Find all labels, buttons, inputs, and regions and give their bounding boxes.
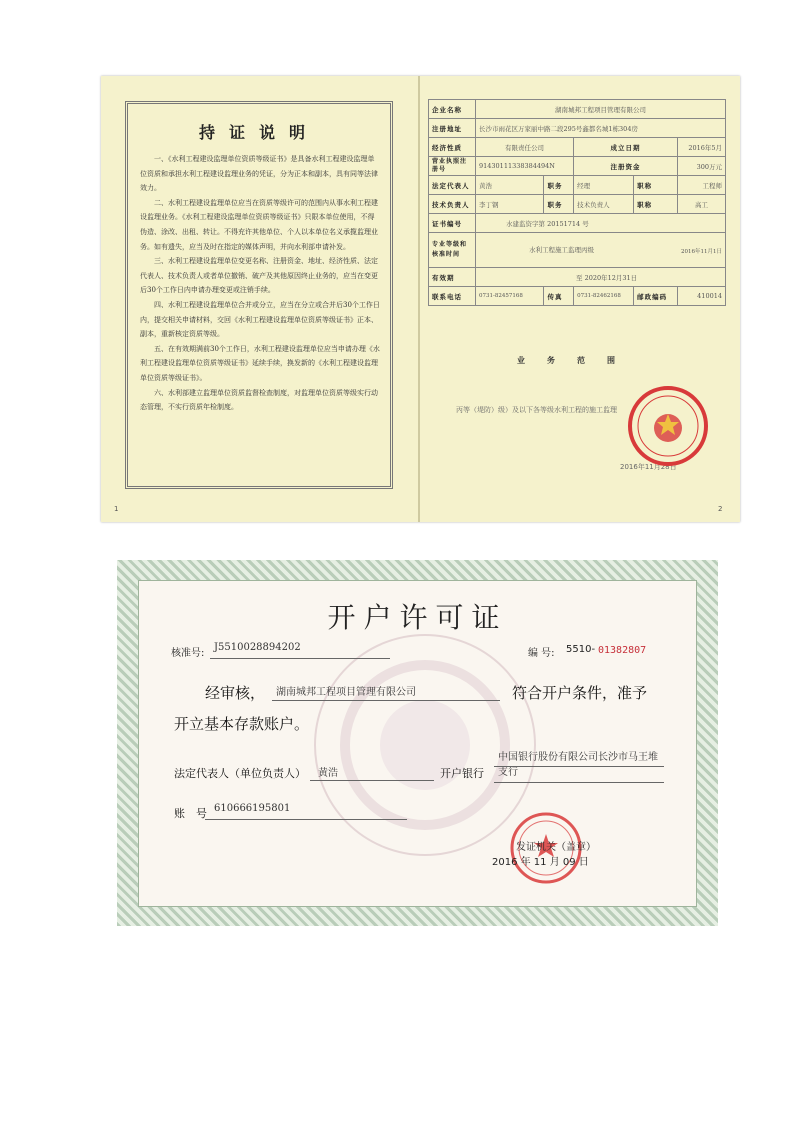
left-paragraph: 五、在有效期满前30个工作日，水利工程建设监理单位应当申请办理《水利工程建设监理单位资质等级证书》延续手续，换发新的《水利工程建设监理单位资质等级证书》。 [140,344,380,382]
post-value: 经理 [574,176,634,195]
capital-value: 300万元 [677,157,725,176]
left-page-title: 持证说明 [198,123,319,142]
company-underline [272,699,500,701]
table-row [429,157,726,176]
left-paragraph: 三、水利工程建设监理单位变更名称、注册资金、地址、经济性质、法定代表人、技术负责人或者单位撤销、破产及其他原因终止业务的，应当在变更后30个工作日内申请办理变更或注销手续。 [140,257,378,295]
company-value: 湖南城邦工程项目管理有限公司 [476,100,726,119]
line1-prefix: 经审核， [205,684,266,702]
legal-label: 法定代表人 [429,176,476,195]
table-row [429,176,726,195]
legal-value: 黄浩 [476,176,544,195]
left-paragraph: 一、《水利工程建设监理单位资质等级证书》是具备水利工程建设监理单位资质和承担水利工程建设监理业务的凭证，分为正本和副本，具有同等法律效力。 [140,155,378,193]
certificate-title: 开户许可证 [327,601,508,634]
legal-rep-value: 黄浩 [318,768,338,779]
post-label: 职务 [544,195,574,214]
tech-label: 技术负责人 [429,195,476,214]
founded-label: 成立日期 [574,138,678,157]
table-row [429,195,726,214]
title-label: 职称 [634,195,678,214]
right-page-number: 2 [718,505,723,513]
cert-no-value: 水建监资字第 20151714 号 [476,214,726,233]
tech-value: 李丁钢 [476,195,544,214]
number-prefix: 5510- [566,644,596,655]
econ-label: 经济性质 [429,138,476,157]
phone-label: 联系电话 [429,287,476,306]
bank-value: 中国银行股份有限公司长沙市马王堆支行 [498,752,658,778]
address-value: 长沙市雨花区万家丽中路二段295号鑫都名城1栋304房 [476,119,726,138]
qual-cell [476,233,726,268]
post-label: 职务 [544,176,574,195]
legal-rep-label: 法定代表人（单位负责人） [174,767,306,780]
zip-label: 邮政编码 [634,287,678,306]
bank-underline [494,781,664,783]
valid-value: 至 2020年12月31日 [476,268,726,287]
issue-date: 2016 年 11 月 09 日 [492,857,589,868]
account-label: 账 号 [174,807,207,820]
qualification-table [428,99,726,306]
legal-rep-underline [310,779,434,781]
account-value: 610666195801 [214,803,291,814]
title-label: 职称 [634,176,678,195]
fax-label: 传真 [544,287,574,306]
booklet-fold [418,76,420,522]
bank-label: 开户银行 [440,767,484,780]
table-row [429,214,726,233]
table-row [429,100,726,119]
qual-label: 专业等级和核准时间 [429,233,476,268]
issuer-label: 发证机关（盖章） [516,842,596,853]
valid-label: 有效期 [429,268,476,287]
national-seal-icon [626,384,710,468]
econ-value: 有限责任公司 [476,138,574,157]
approval-underline [210,657,390,659]
qual-date: 2016年11月1日 [681,249,722,255]
number-red: 01382807 [598,645,647,656]
license-label: 营业执照注册号 [429,157,476,176]
qual-value: 水利工程施工监理丙级 [529,246,594,254]
title-value: 高工 [677,195,725,214]
title-value: 工程师 [677,176,725,195]
bank-underline [494,765,664,767]
company-label: 企业名称 [429,100,476,119]
number-label: 编 号: [528,648,555,659]
address-label: 注册地址 [429,119,476,138]
left-page-body [140,152,380,415]
post-value: 技术负责人 [574,195,634,214]
company-name: 湖南城邦工程项目管理有限公司 [276,687,416,698]
approval-value: J5510028894202 [214,642,301,653]
account-underline [205,818,407,820]
zip-value: 410014 [677,287,725,306]
founded-value: 2016年5月 [677,138,725,157]
line2: 开立基本存款账户。 [174,715,310,733]
line1-suffix: 符合开户条件，准予 [512,684,648,702]
fax-value: 0731-82462168 [574,287,634,306]
table-row [429,268,726,287]
business-scope-title: 业务范围 [517,356,637,365]
table-row [429,287,726,306]
business-date: 2016年11月28日 [620,463,677,471]
watermark-emblem-icon [310,630,540,860]
left-paragraph: 四、水利工程建设监理单位合并或分立，应当在分立或合并后30个工作日内，提交相关申请材料，交回《水利工程建设监理单位资质等级证书》正本、副本，重新核定资质等级。 [140,300,380,339]
license-value: 91430111338384494N [476,157,574,176]
phone-value: 0731-82457168 [476,287,544,306]
business-scope-text: 丙等（堤防）级）及以下各等级水利工程的施工监理 [456,406,617,414]
capital-label: 注册资金 [574,157,678,176]
left-paragraph: 六、水利部建立监理单位资质监督检查制度，对监理单位资质等级实行动态管理，不实行资质年检制度。 [140,388,378,412]
left-paragraph: 二、水利工程建设监理单位应当在资质等级许可的范围内从事水利工程建设监理业务。《水利工程建设监理单位资质等级证书》只限本单位使用，不得伪造、涂改、出租、转让。不得充许其他单位、个人以本单位名义承揽监理业务。如有遗失，应当及时在指定的媒体声明，并向水利部申请补发。 [140,198,378,251]
left-page-number: 1 [114,505,119,513]
cert-no-label: 证书编号 [429,214,476,233]
table-row [429,233,726,268]
approval-label: 核准号: [171,648,205,659]
table-row [429,119,726,138]
table-row [429,138,726,157]
